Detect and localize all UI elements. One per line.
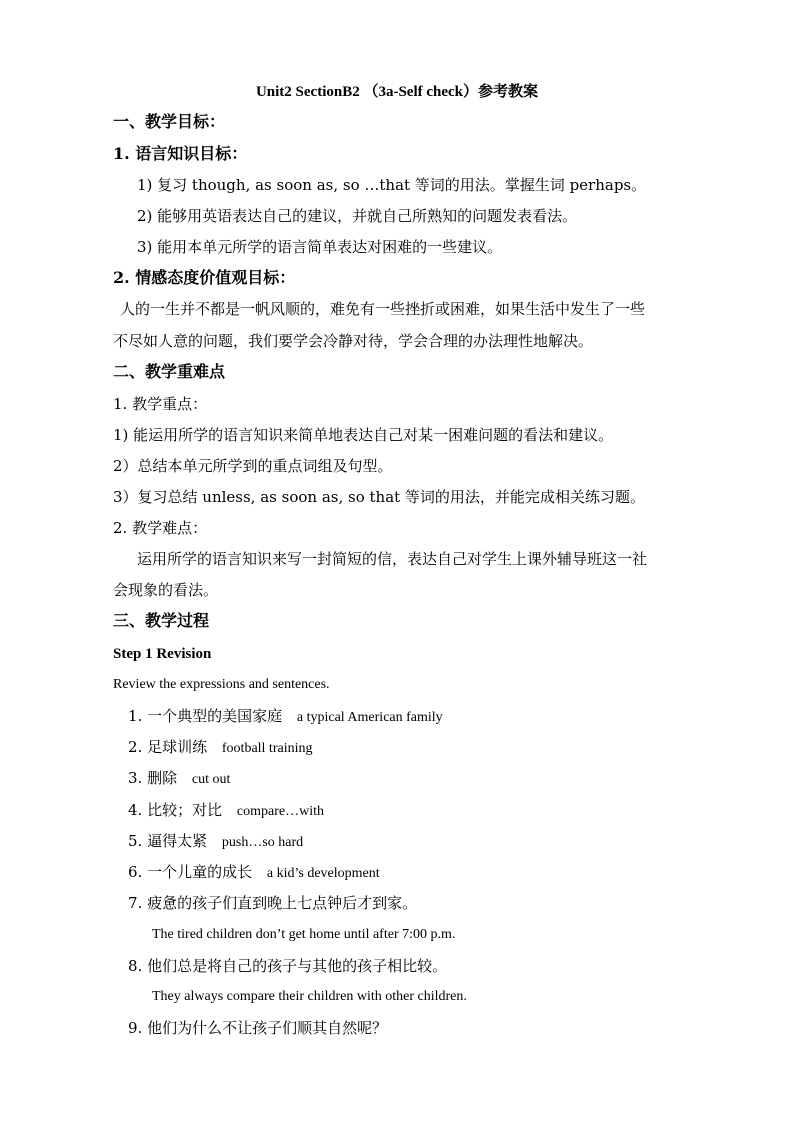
item-chinese: 逼得太紧 — [147, 832, 208, 850]
paragraph-line: 会现象的看法。 — [113, 581, 219, 599]
list-item — [128, 893, 417, 913]
list-item: 2）总结本单元所学到的重点词组及句型。 — [113, 457, 393, 475]
item-english: a kid’s development — [266, 866, 380, 881]
item-number: 3. — [128, 769, 143, 787]
item-chinese: 一个典型的美国家庭 — [147, 707, 283, 725]
list-item — [128, 706, 443, 728]
item-chinese: 比较；对比 — [147, 801, 223, 819]
section-heading-objectives: 一、教学目标： — [113, 112, 226, 131]
list-item — [128, 800, 324, 822]
item-chinese: 足球训练 — [147, 738, 208, 756]
item-english: compare…with — [236, 804, 324, 819]
subheading-key-points: 1. 教学重点： — [113, 395, 208, 413]
section-heading-process: 三、教学过程 — [113, 611, 210, 630]
item-english: a typical American family — [296, 710, 443, 725]
paragraph-line: 人的一生并不都是一帆风顺的，难免有一些挫折或困难，如果生活中发生了一些 — [120, 300, 646, 318]
item-chinese: 删除 — [147, 769, 178, 787]
list-item: 1) 能运用所学的语言知识来简单地表达自己对某一困难问题的看法和建议。 — [113, 426, 614, 444]
item-number: 9. — [128, 1019, 143, 1037]
list-item: 2) 能够用英语表达自己的建议，并就自己所熟知的问题发表看法。 — [137, 207, 578, 225]
item-number: 4. — [128, 801, 143, 819]
item-chinese: 疲惫的孩子们直到晚上七点钟后才到家。 — [147, 894, 418, 912]
subheading-attitude-objectives: 2. 情感态度价值观目标： — [113, 268, 296, 287]
item-number: 1. — [128, 707, 143, 725]
subheading-difficulties: 2. 教学难点： — [113, 519, 208, 537]
list-item — [128, 862, 380, 884]
item-chinese: 他们总是将自己的孩子与其他的孩子相比较。 — [147, 957, 448, 975]
paragraph-line: 运用所学的语言知识来写一封简短的信，表达自己对学生上课外辅导班这一社 — [137, 550, 648, 568]
step-heading: Step 1 Revision — [113, 646, 212, 662]
document-title: Unit2 SectionB2 （3a-Self check）参考教案 — [255, 84, 539, 100]
item-chinese: 一个儿童的成长 — [147, 863, 253, 881]
list-item — [128, 831, 303, 853]
item-english: They always compare their children with other children. — [152, 989, 467, 1004]
item-number: 6. — [128, 863, 143, 881]
list-item: 3）复习总结 unless, as soon as, so that 等词的用法，并能完成相关练习题。 — [113, 488, 645, 506]
item-english: push…so hard — [221, 835, 304, 850]
item-number: 2. — [128, 738, 143, 756]
paragraph-line: 不尽如人意的问题，我们要学会冷静对待，学会合理的办法理性地解决。 — [113, 332, 594, 350]
item-english: cut out — [191, 772, 231, 787]
list-item — [128, 737, 312, 759]
list-item — [128, 1018, 387, 1038]
list-item — [128, 956, 447, 976]
item-english: football training — [221, 741, 313, 756]
item-english: The tired children don’t get home until after 7:00 p.m. — [152, 927, 456, 942]
list-item — [128, 768, 230, 790]
section-heading-key-points: 二、教学重难点 — [113, 362, 226, 381]
list-item: 3) 能用本单元所学的语言简单表达对困难的一些建议。 — [137, 238, 503, 256]
subheading-language-objectives: 1. 语言知识目标： — [113, 144, 248, 163]
item-number: 8. — [128, 957, 143, 975]
step-intro: Review the expressions and sentences. — [113, 677, 330, 692]
item-chinese: 他们为什么不让孩子们顺其自然呢？ — [147, 1019, 388, 1037]
item-number: 7. — [128, 894, 143, 912]
list-item: 1) 复习 though, as soon as, so …that 等词的用法。掌握生词 perhaps。 — [137, 176, 647, 194]
item-number: 5. — [128, 832, 143, 850]
